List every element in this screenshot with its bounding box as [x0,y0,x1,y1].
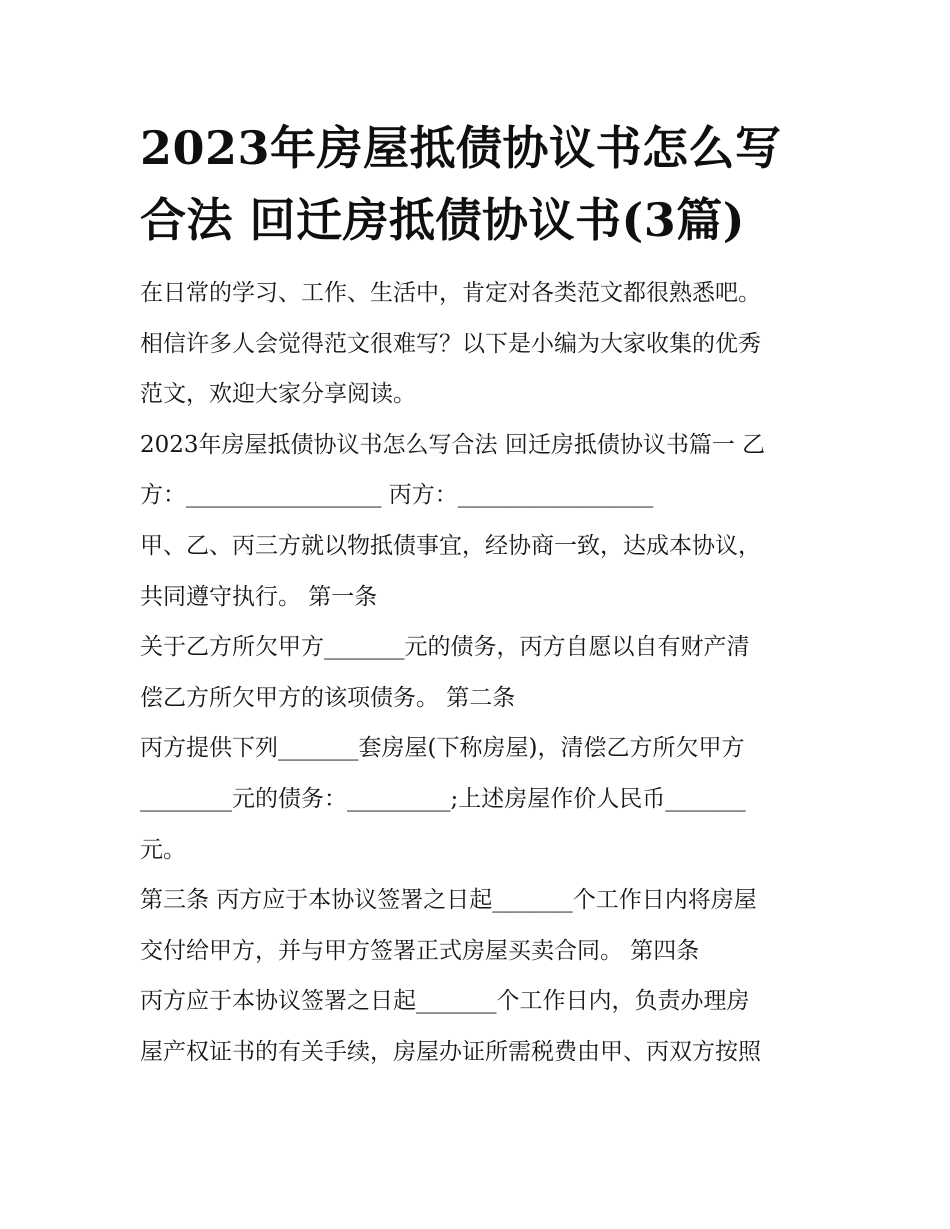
clause-4-paragraph: 丙方应于本协议签署之日起_______个工作日内，负责办理房 屋产权证书的有关手续，房屋办证所需税费由甲、丙双方按照 [140,988,761,1065]
parties-paragraph: 2023年房屋抵债协议书怎么写合法 回迁房抵债协议书篇一 乙 方：_________________ 丙方：_________________ [140,431,766,509]
intro-paragraph: 在日常的学习、工作、生活中，肯定对各类范文都很熟悉吧。 相信许多人会觉得范文很难写？以下是小编为大家收集的优秀 范文，欢迎大家分享阅读。 [140,280,761,408]
clause-3-paragraph: 第三条 丙方应于本协议签署之日起_______个工作日内将房屋 交付给甲方，并与甲方签署正式房屋买卖合同。 第四条 [140,887,757,964]
document-title: 2023年房屋抵债协议书怎么写 合法 回迁房抵债协议书(3篇) [140,121,782,247]
document-body [140,112,820,1078]
agreement-paragraph: 甲、乙、丙三方就以物抵债事宜，经协商一致，达成本协议， 共同遵守执行。 第一条 [140,532,761,610]
clause-1-paragraph: 关于乙方所欠甲方_______元的债务，丙方自愿以自有财产清 偿乙方所欠甲方的该项债务。 第二条 [140,634,750,711]
clause-2-paragraph: 丙方提供下列_______套房屋(下称房屋)，清偿乙方所欠甲方 ________元的债务：_________;上述房屋作价人民币_______ 元。 [140,735,746,863]
